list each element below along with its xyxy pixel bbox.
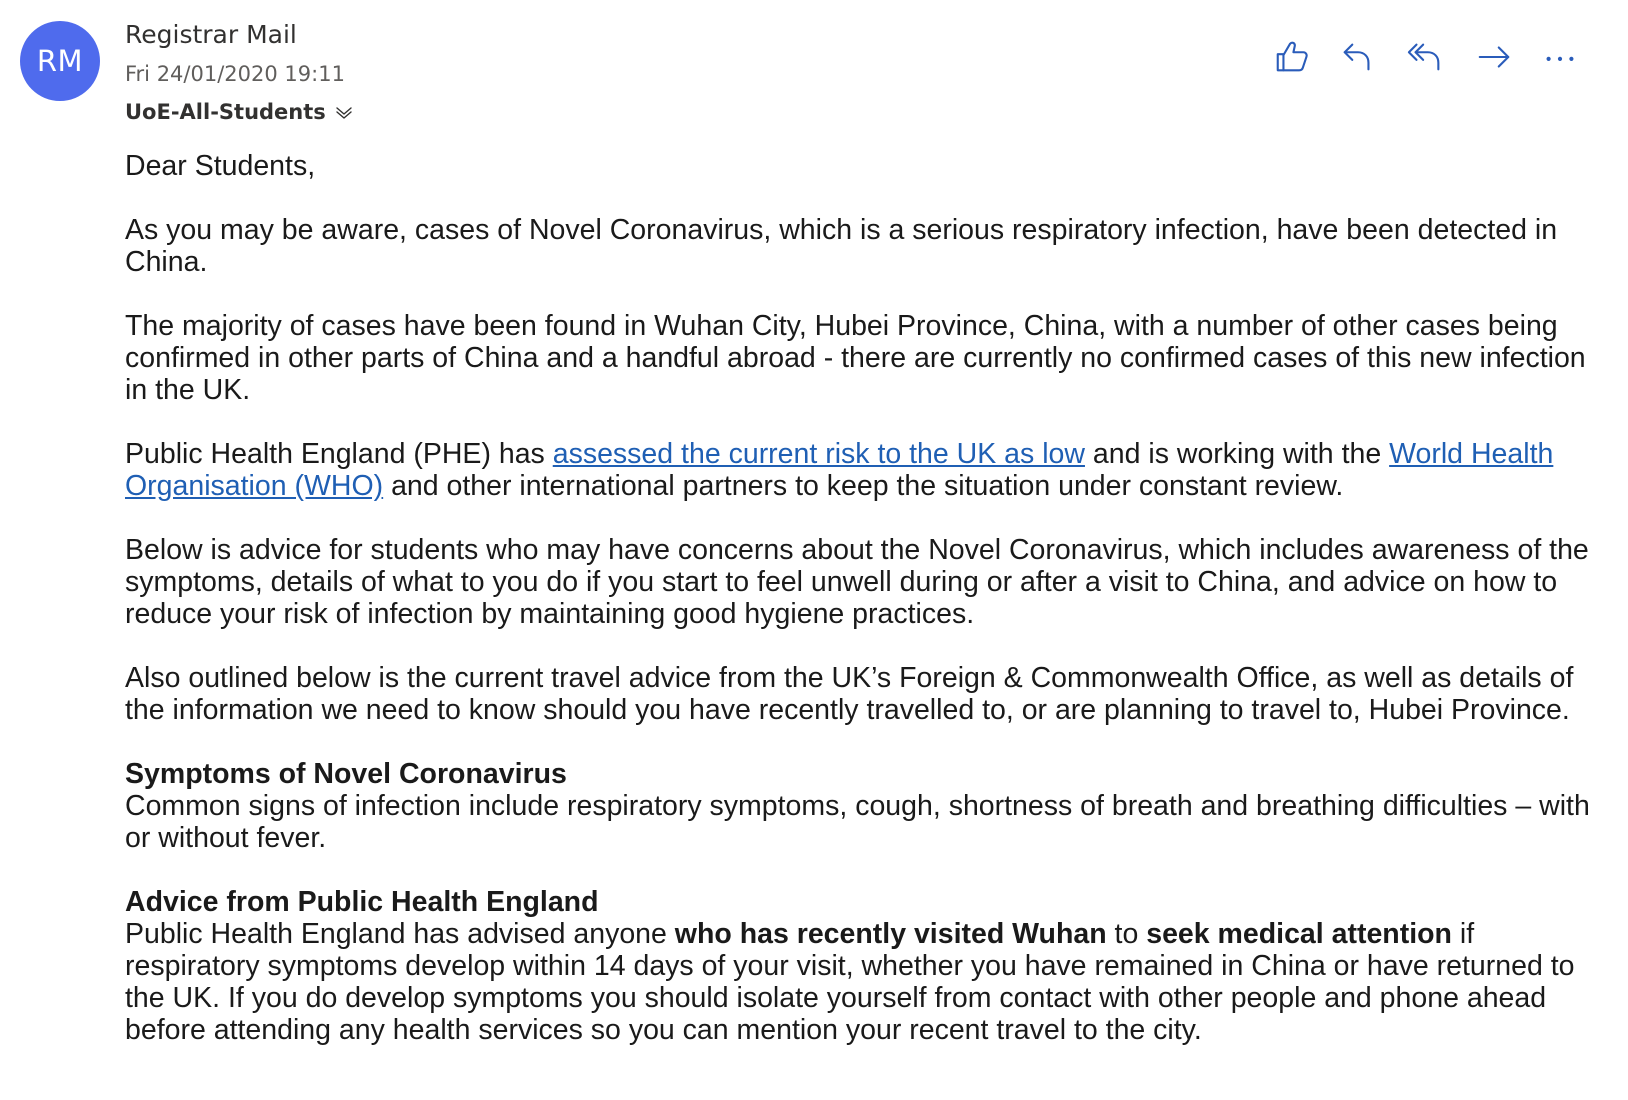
section-symptoms	[125, 758, 1595, 854]
avatar[interactable]: RM	[20, 21, 100, 101]
more-actions-button[interactable]	[1538, 36, 1582, 80]
section-phe-advice	[125, 886, 1595, 1046]
paragraph-advice-intro: Below is advice for students who may have concerns about the Novel Coronavirus, which includes awareness of the symptoms, details of what to you do if you start to feel unwell during or after a visit to China, and advice on how to reduce your risk of infection by maintaining good hygiene practices.	[125, 534, 1589, 630]
double-chevron-down-icon	[334, 102, 354, 122]
bold-text: who has recently visited Wuhan	[674, 918, 1107, 950]
forward-icon	[1475, 38, 1513, 79]
bold-text: seek medical attention	[1146, 918, 1452, 950]
paragraph-travel: Also outlined below is the current travel advice from the UK’s Foreign & Commonwealth Office, as well as details of the information we need to know should you have recently travelled to, or are planning to travel to, Hubei Province.	[125, 662, 1574, 726]
paragraph-cases: The majority of cases have been found in Wuhan City, Hubei Province, China, with a number of other cases being confirmed in other parts of China and a handful abroad - there are currently no confirmed cases of this new infection in the UK.	[125, 310, 1586, 406]
reply-all-button[interactable]	[1404, 36, 1448, 80]
forward-button[interactable]	[1472, 36, 1516, 80]
sent-date: Fri 24/01/2020 19:11	[125, 62, 345, 86]
who-link[interactable]: World Health Organisation (WHO)	[125, 438, 1554, 502]
greeting: Dear Students,	[125, 150, 316, 182]
phe-advice-heading: Advice from Public Health England	[125, 886, 599, 918]
reply-icon	[1339, 38, 1377, 79]
paragraph-awareness: As you may be aware, cases of Novel Coronavirus, which is a serious respiratory infection, have been detected in China.	[125, 214, 1558, 278]
ellipsis-icon	[1541, 38, 1579, 79]
sender-name[interactable]: Registrar Mail	[125, 20, 297, 49]
risk-assessment-link[interactable]: assessed the current risk to the UK as low	[552, 438, 1085, 470]
thumbs-up-icon	[1273, 38, 1311, 79]
reply-button[interactable]	[1336, 36, 1380, 80]
text-segment: Public Health England (PHE) has	[125, 438, 553, 470]
symptoms-heading: Symptoms of Novel Coronavirus	[125, 758, 567, 790]
text-segment: if respiratory symptoms develop within 14 days of your visit, whether you have remained in China or have returned to the UK. If you do develop symptoms you should isolate yourself from contact with other people and phone ahead before attending any health services so you can mention your recent travel to the city.	[125, 918, 1575, 1046]
symptoms-text: Common signs of infection include respiratory symptoms, cough, shortness of breath and breathing difficulties – with or without fever.	[125, 790, 1590, 854]
recipients-toggle[interactable]	[125, 100, 354, 124]
message-actions	[1270, 36, 1620, 80]
recipients-label: UoE-All-Students	[125, 100, 326, 124]
text-segment: and is working with the	[1084, 438, 1390, 470]
paragraph-phe	[125, 438, 1595, 502]
text-segment: and other international partners to keep the situation under constant review.	[383, 470, 1344, 502]
text-segment: to	[1106, 918, 1147, 950]
message-body	[125, 150, 1595, 1078]
like-button[interactable]	[1270, 36, 1314, 80]
reply-all-icon	[1407, 38, 1445, 79]
text-segment: Public Health England has advised anyone	[125, 918, 675, 950]
